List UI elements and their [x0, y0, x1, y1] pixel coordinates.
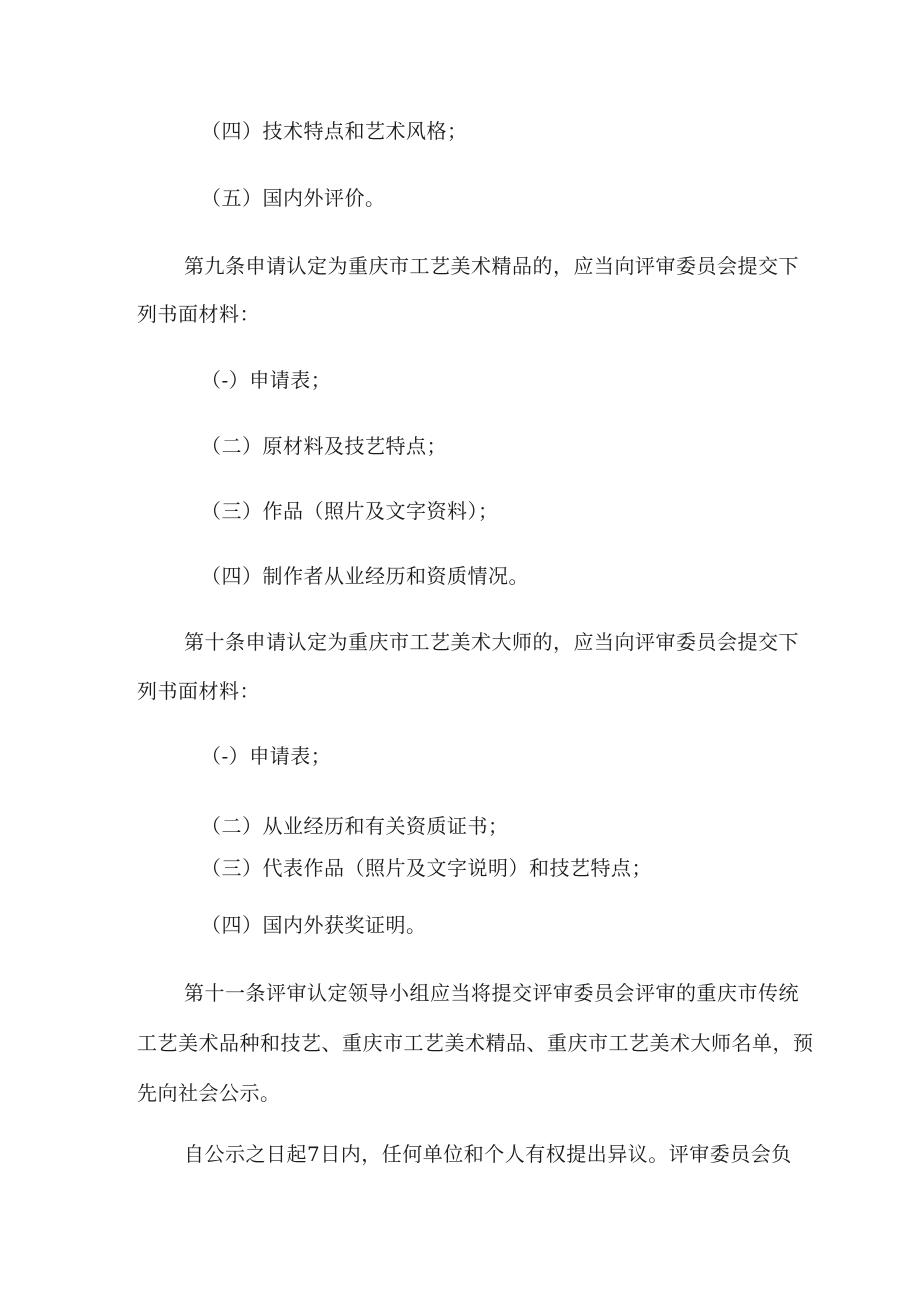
- paragraph-continuation: 先向社会公示。: [137, 1081, 281, 1105]
- paragraph-article-11: 第十一条评审认定领导小组应当将提交评审委员会评审的重庆市传统: [184, 981, 799, 1005]
- list-item: （四）制作者从业经历和资质情况。: [201, 564, 529, 588]
- list-item: （四）技术特点和艺术风格；: [201, 119, 468, 143]
- list-item: （三）代表作品（照片及文字说明）和技艺特点；: [201, 856, 652, 880]
- paragraph-article-9: 第九条申请认定为重庆市工艺美术精品的，应当向评审委员会提交下: [184, 254, 799, 278]
- list-item: （三）作品（照片及文字资料）；: [201, 499, 499, 523]
- paragraph-continuation: 列书面材料：: [137, 302, 260, 326]
- list-item: （二）从业经历和有关资质证书；: [201, 814, 509, 838]
- list-item: （五）国内外评价。: [201, 186, 386, 210]
- paragraph-continuation: 工艺美术品种和技艺、重庆市工艺美术精品、重庆市工艺美术大师名单，预: [137, 1031, 814, 1055]
- list-item: （-）申请表；: [201, 744, 332, 768]
- paragraph-article-10: 第十条申请认定为重庆市工艺美术大师的，应当向评审委员会提交下: [184, 630, 799, 654]
- list-item: （-）申请表；: [201, 368, 332, 392]
- list-item: （四）国内外获奖证明。: [201, 913, 427, 937]
- paragraph-objection: 自公示之日起7日内，任何单位和个人有权提出异议。评审委员会负: [184, 1142, 792, 1166]
- paragraph-continuation: 列书面材料：: [137, 679, 260, 703]
- list-item: （二）原材料及技艺特点；: [201, 434, 447, 458]
